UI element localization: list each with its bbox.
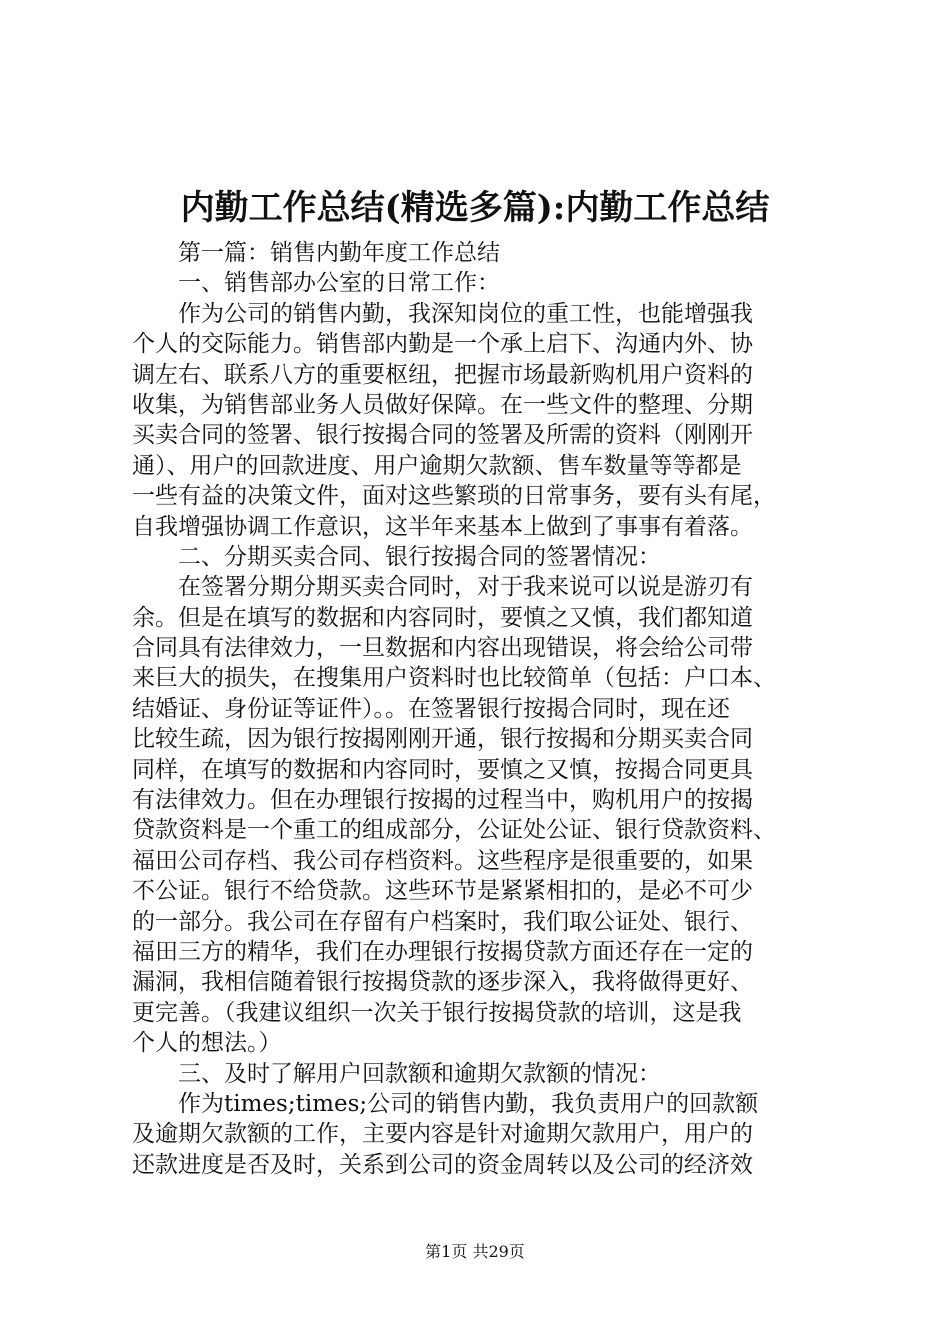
body-text-line: 同样，在填写的数据和内容同时，要慎之又慎，按揭合同更具: [132, 756, 753, 783]
body-text-line: 福田三方的精华，我们在办理银行按揭贷款方面还存在一定的: [132, 938, 753, 965]
body-text-line: 个人的交际能力。销售部内勤是一个承上启下、沟通内外、协: [132, 331, 753, 358]
body-text-line: 自我增强协调工作意识，这半年来基本上做到了事事有着落。: [132, 513, 753, 540]
body-text-line: 有法律效力。但在办理银行按揭的过程当中，购机用户的按揭: [132, 787, 753, 814]
body-text-line: 福田公司存档、我公司存档资料。这些程序是很重要的，如果: [132, 847, 753, 874]
body-text-line: 贷款资料是一个重工的组成部分，公证处公证、银行贷款资料、: [132, 817, 776, 844]
body-text-line: 通）、用户的回款进度、用户逾期欠款额、售车数量等等都是: [132, 452, 742, 479]
body-text-line: 作为公司的销售内勤，我深知岗位的重工性，也能增强我: [132, 300, 753, 327]
body-text-line: 第一篇：销售内勤年度工作总结: [132, 240, 500, 266]
body-text-line: 一、销售部办公室的日常工作：: [132, 270, 500, 297]
body-text-line: 二、分期买卖合同、银行按揭合同的签署情况：: [132, 543, 661, 570]
body-text-line: 漏洞，我相信随着银行按揭贷款的逐步深入，我将做得更好、: [132, 969, 753, 996]
body-text-line: 一些有益的决策文件，面对这些繁琐的日常事务，要有头有尾，: [132, 483, 776, 510]
body-text-line: 个人的想法。）: [132, 1030, 282, 1057]
body-text-line: 调左右、联系八方的重要枢纽，把握市场最新购机用户资料的: [132, 361, 753, 388]
body-text-line: 不公证。银行不给贷款。这些环节是紧紧相扣的，是必不可少: [132, 878, 753, 905]
body-text-line: 合同具有法律效力，一旦数据和内容出现错误，将会给公司带: [132, 635, 753, 662]
body-text-line: 来巨大的损失，在搜集用户资料时也比较简单（包括：户口本、: [132, 665, 776, 692]
body-text-line: 收集，为销售部业务人员做好保障。在一些文件的整理、分期: [132, 391, 753, 418]
body-text-line: 还款进度是否及时，关系到公司的资金周转以及公司的经济效: [132, 1151, 753, 1178]
body-text-line: 作为times;times;公司的销售内勤，我负责用户的回款额: [132, 1090, 759, 1117]
document-title: 内勤工作总结(精选多篇):内勤工作总结: [180, 188, 770, 228]
body-text-line: 及逾期欠款额的工作，主要内容是针对逾期欠款用户，用户的: [132, 1121, 753, 1148]
body-text-line: 更完善。（我建议组织一次关于银行按揭贷款的培训，这是我: [132, 999, 742, 1026]
document-body: [132, 238, 852, 1180]
page-footer: 第1页 共29页: [425, 1242, 525, 1261]
body-text-line: 三、及时了解用户回款额和逾期欠款额的情况：: [132, 1060, 661, 1087]
body-text-line: 比较生疏，因为银行按揭刚刚开通，银行按揭和分期买卖合同: [132, 726, 753, 753]
body-text-line: 在签署分期分期买卖合同时，对于我来说可以说是游刃有: [132, 574, 753, 601]
body-text-line: 余。但是在填写的数据和内容同时，要慎之又慎，我们都知道: [132, 604, 753, 631]
body-text-line: 结婚证、身份证等证件）。。在签署银行按揭合同时，现在还: [132, 695, 730, 722]
body-text-line: 买卖合同的签署、银行按揭合同的签署及所需的资料（刚刚开: [132, 422, 753, 449]
body-text-line: 的一部分。我公司在存留有户档案时，我们取公证处、银行、: [132, 908, 753, 935]
